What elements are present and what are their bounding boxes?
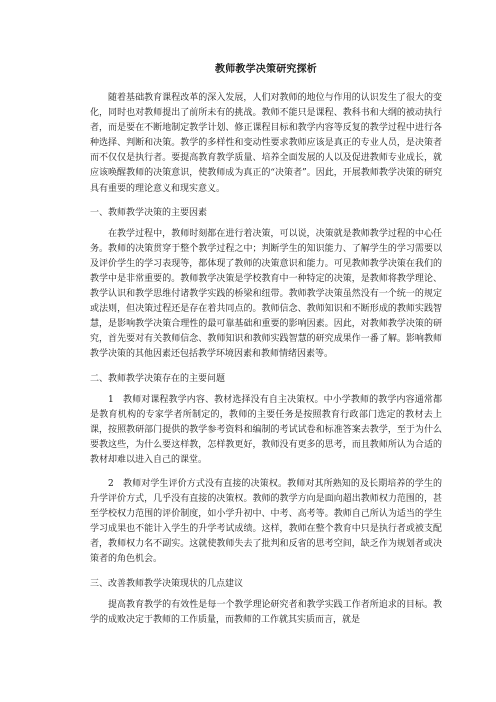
problem-item-2: 2 教师对学生评价方式没有直接的决策权。教师对其所熟知的及长期培养的学生的升学评价方式，几乎没有直接的决策权。教师的教学方向是面向超出教师权力范围的，甚至学校权力范围的评价制度，如小学升初中、中考、高考等。教师自己所认为适当的学生学习成果也不能计入学生的升学考试成绩。这样，教师在整个教育中只是执行者或被支配者，教师权力名不副实。这就使教师失去了批判和反省的思考空间，缺乏作为规划者或决策者的角色机会。 — [90, 478, 442, 565]
section-heading-factors: 一、教师教学决策的主要因素 — [90, 207, 208, 218]
section-heading-suggestions: 三、改善教师教学决策现状的几点建议 — [90, 578, 244, 589]
intro-paragraph: 随着基础教育课程改革的深入发展，人们对教师的地位与作用的认识发生了很大的变化，同时也对教师提出了前所未有的挑战。教师不能只是课程、教科书和大纲的被动执行者，而是要在不断地制定教学计划、修正课程目标和教学内容等反复的教学过程中进行各种选择、判断和决策。教学的多样性和变动性要求教师应该是真正的专业人员，是决策者而不仅仅是执行者。要提高教育教学质量、培养全面发展的人以及促进教师专业成长，就应该唤醒教师的决策意识，使教师成为真正的“决策者”。因此，开展教师教学决策的研究具有重要的理论意义和现实意义。 — [90, 93, 442, 194]
section-paragraph-suggestions: 提高教育教学的有效性是每一个教学理论研究者和教学实践工作者所追求的目标。教学的成败决定于教师的工作质量，而教师的工作就其实质而言，就是 — [90, 599, 442, 625]
section-heading-problems: 二、教师教学决策存在的主要问题 — [90, 373, 226, 384]
paragraph-gap — [90, 468, 442, 477]
document-title: 教师教学决策研究探析 — [215, 64, 317, 75]
problem-item-1: 1 教师对课程教学内容、教材选择没有自主决策权。中小学教师的教学内容通常都是教育机构的专家学者所制定的，教师的主要任务是按照教育行政部门选定的教材去上课，按照教研部门提供的教学参考资料和编制的考试试卷和标准答案去教学，至于为什么要教这些，为什么要这样教，怎样教更好，教师没有更多的思考，而且教师所认为合适的教材却难以进入自己的课堂。 — [90, 394, 442, 465]
section-paragraph-factors: 在教学过程中，教师时刻都在进行着决策，可以说，决策就是教师教学过程的中心任务。教师的决策贯穿于整个教学过程之中；判断学生的知识能力、了解学生的学习需要以及评价学生的学习表现等，都体现了教师的决策意识和能力。可见教师教学决策在我们的教学中是非常重要的。教师教学决策是学校教育中一种特定的决策，是教师将教学理论、教学认识和教学思维付诸教学实践的桥梁和纽带。教师教学决策虽然没有一个统一的规定或法则，但决策过程还是存在着共同点的。教师信念、教师知识和不断形成的教师实践智慧，是影响教学决策合理性的最可靠基础和重要的影响因素。因此，对教师教学决策的研究，首先要对有关教师信念、教师知识和教师实践智慧的研究成果作一番了解。影响教师教学决策的其他因素还包括教学环境因素和教师情绪因素等。 — [90, 228, 442, 360]
